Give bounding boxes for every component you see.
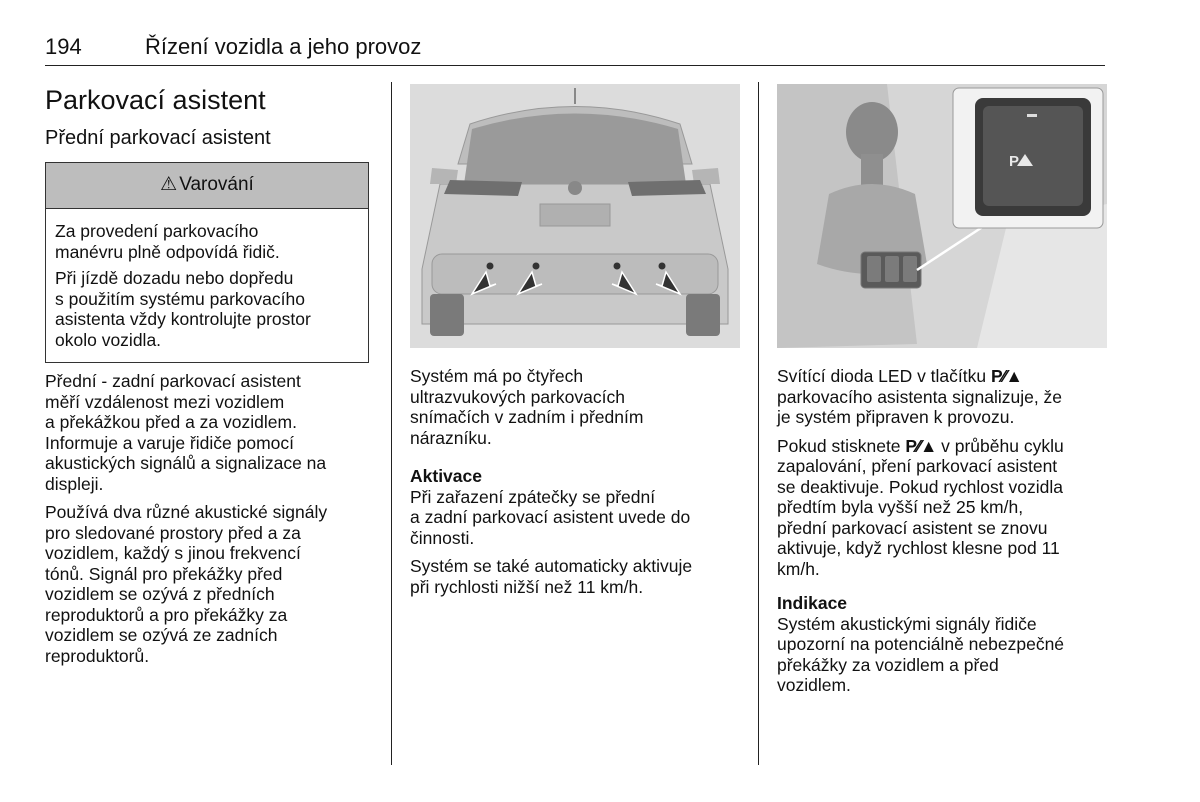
text-line: parkovacího asistenta signalizuje, že	[777, 386, 1063, 407]
paragraph-sensors	[410, 366, 745, 448]
warning-text-1	[55, 221, 359, 262]
section-title: Parkovací asistent	[45, 85, 266, 115]
section-subtitle: Přední parkovací asistent	[45, 127, 271, 149]
text-line: měří vzdálenost mezi vozidlem	[45, 391, 285, 412]
warning-triangle-icon: ⚠	[160, 174, 178, 196]
text-line: a překážkou před a za vozidlem.	[45, 412, 297, 432]
text-line: vozidlem.	[777, 675, 851, 695]
text-line: zapalování, pření parkovací asistent	[777, 456, 1058, 476]
text-line: Při jízdě dozadu nebo dopředu	[55, 268, 294, 288]
text-line: vozidlem, každý s jinou frekvencí	[45, 543, 301, 563]
park-assist-p-glyph: P	[990, 366, 1002, 386]
column-divider-1	[391, 82, 392, 765]
text-line: a zadní parkovací asistent uvede do	[410, 507, 691, 527]
text-line: aktivuje, když rychlost klesne pod 11	[777, 538, 1060, 558]
column-2	[410, 84, 745, 605]
header-rule	[45, 65, 1105, 66]
text-line: tónů. Signál pro překážky před	[45, 563, 283, 584]
text-line: překážky za vozidlem a před	[777, 654, 999, 675]
column-1	[45, 84, 375, 674]
text-line: Systém se také automaticky aktivuje	[410, 556, 693, 576]
warning-header	[46, 163, 368, 209]
text-line: nárazníku.	[410, 427, 492, 448]
text-line: přední parkovací asistent se znovu	[777, 517, 1048, 538]
park-assist-button-icon: P⁄⁄▲	[990, 366, 1022, 386]
paragraph-intro	[45, 371, 375, 494]
text-line: Informuje a varuje řidiče pomocí	[45, 432, 294, 453]
text-line: reproduktorů.	[45, 645, 150, 666]
text-line: Za provedení parkovacího	[55, 221, 259, 241]
text-line: předtím byla vyšší než 25 km/h,	[777, 497, 1024, 517]
text-line: ultrazvukových parkovacích	[410, 386, 625, 407]
text-line: manévru plně odpovídá řidič.	[55, 241, 280, 262]
car-rear-sensors-illustration	[410, 84, 740, 348]
paragraph-auto-activation	[410, 556, 745, 597]
text-line: Systém má po čtyřech	[410, 366, 584, 386]
column-divider-2	[758, 82, 759, 765]
inset-button-label: P	[1009, 153, 1020, 170]
paragraph-deactivate	[777, 436, 1107, 580]
text-line: Pokud stisknete	[777, 435, 906, 456]
column-3	[777, 84, 1107, 704]
chapter-title: Řízení vozidla a jeho provoz	[145, 34, 422, 59]
text-line: displeji.	[45, 473, 104, 494]
text-line: je systém připraven k provozu.	[777, 407, 1015, 427]
text-line: vozidlem se ozývá ze zadních	[45, 625, 278, 645]
text-line: upozorní na potenciálně nebezpečné	[777, 634, 1065, 654]
park-assist-button-illustration	[777, 84, 1107, 348]
park-assist-p-glyph: P	[905, 435, 917, 456]
text-line: s použitím systému parkovacího	[55, 288, 305, 309]
text-line: v průběhu cyklu	[936, 435, 1064, 456]
text-line: vozidlem se ozývá z předních	[45, 584, 275, 604]
text-line: Při zařazení zpátečky se přední	[410, 486, 656, 507]
warning-text-2	[55, 268, 359, 350]
text-line: akustických signálů a signalizace na	[45, 453, 327, 473]
heading-activation: Aktivace	[410, 466, 482, 486]
text-line: Systém akustickými signály řidiče	[777, 613, 1037, 634]
paragraph-activation	[410, 487, 745, 549]
text-line: pro sledované prostory před a za	[45, 522, 301, 543]
heading-indication: Indikace	[777, 593, 848, 613]
park-assist-button-icon: P⁄⁄▲	[905, 435, 937, 456]
warning-label: Varování	[179, 174, 254, 196]
paragraph-indication	[777, 614, 1107, 696]
text-line: Svítící dioda LED v tlačítku	[777, 366, 991, 386]
text-line: Přední - zadní parkovací asistent	[45, 371, 301, 391]
warning-box	[45, 162, 369, 363]
text-line: okolo vozidla.	[55, 329, 162, 350]
text-line: snímačích v zadním i předním	[410, 407, 644, 427]
text-line: asistenta vždy kontrolujte prostor	[55, 309, 311, 329]
text-line: Používá dva různé akustické signály	[45, 502, 328, 522]
warning-body	[46, 209, 368, 362]
text-line: při rychlosti nižší než 11 km/h.	[410, 576, 644, 597]
paragraph-led	[777, 366, 1107, 428]
page-number: 194	[45, 34, 82, 59]
text-line: činnosti.	[410, 527, 475, 548]
paragraph-signals	[45, 502, 375, 666]
text-line: reproduktorů a pro překážky za	[45, 604, 288, 625]
text-line: km/h.	[777, 558, 820, 579]
text-line: se deaktivuje. Pokud rychlost vozidla	[777, 476, 1063, 497]
